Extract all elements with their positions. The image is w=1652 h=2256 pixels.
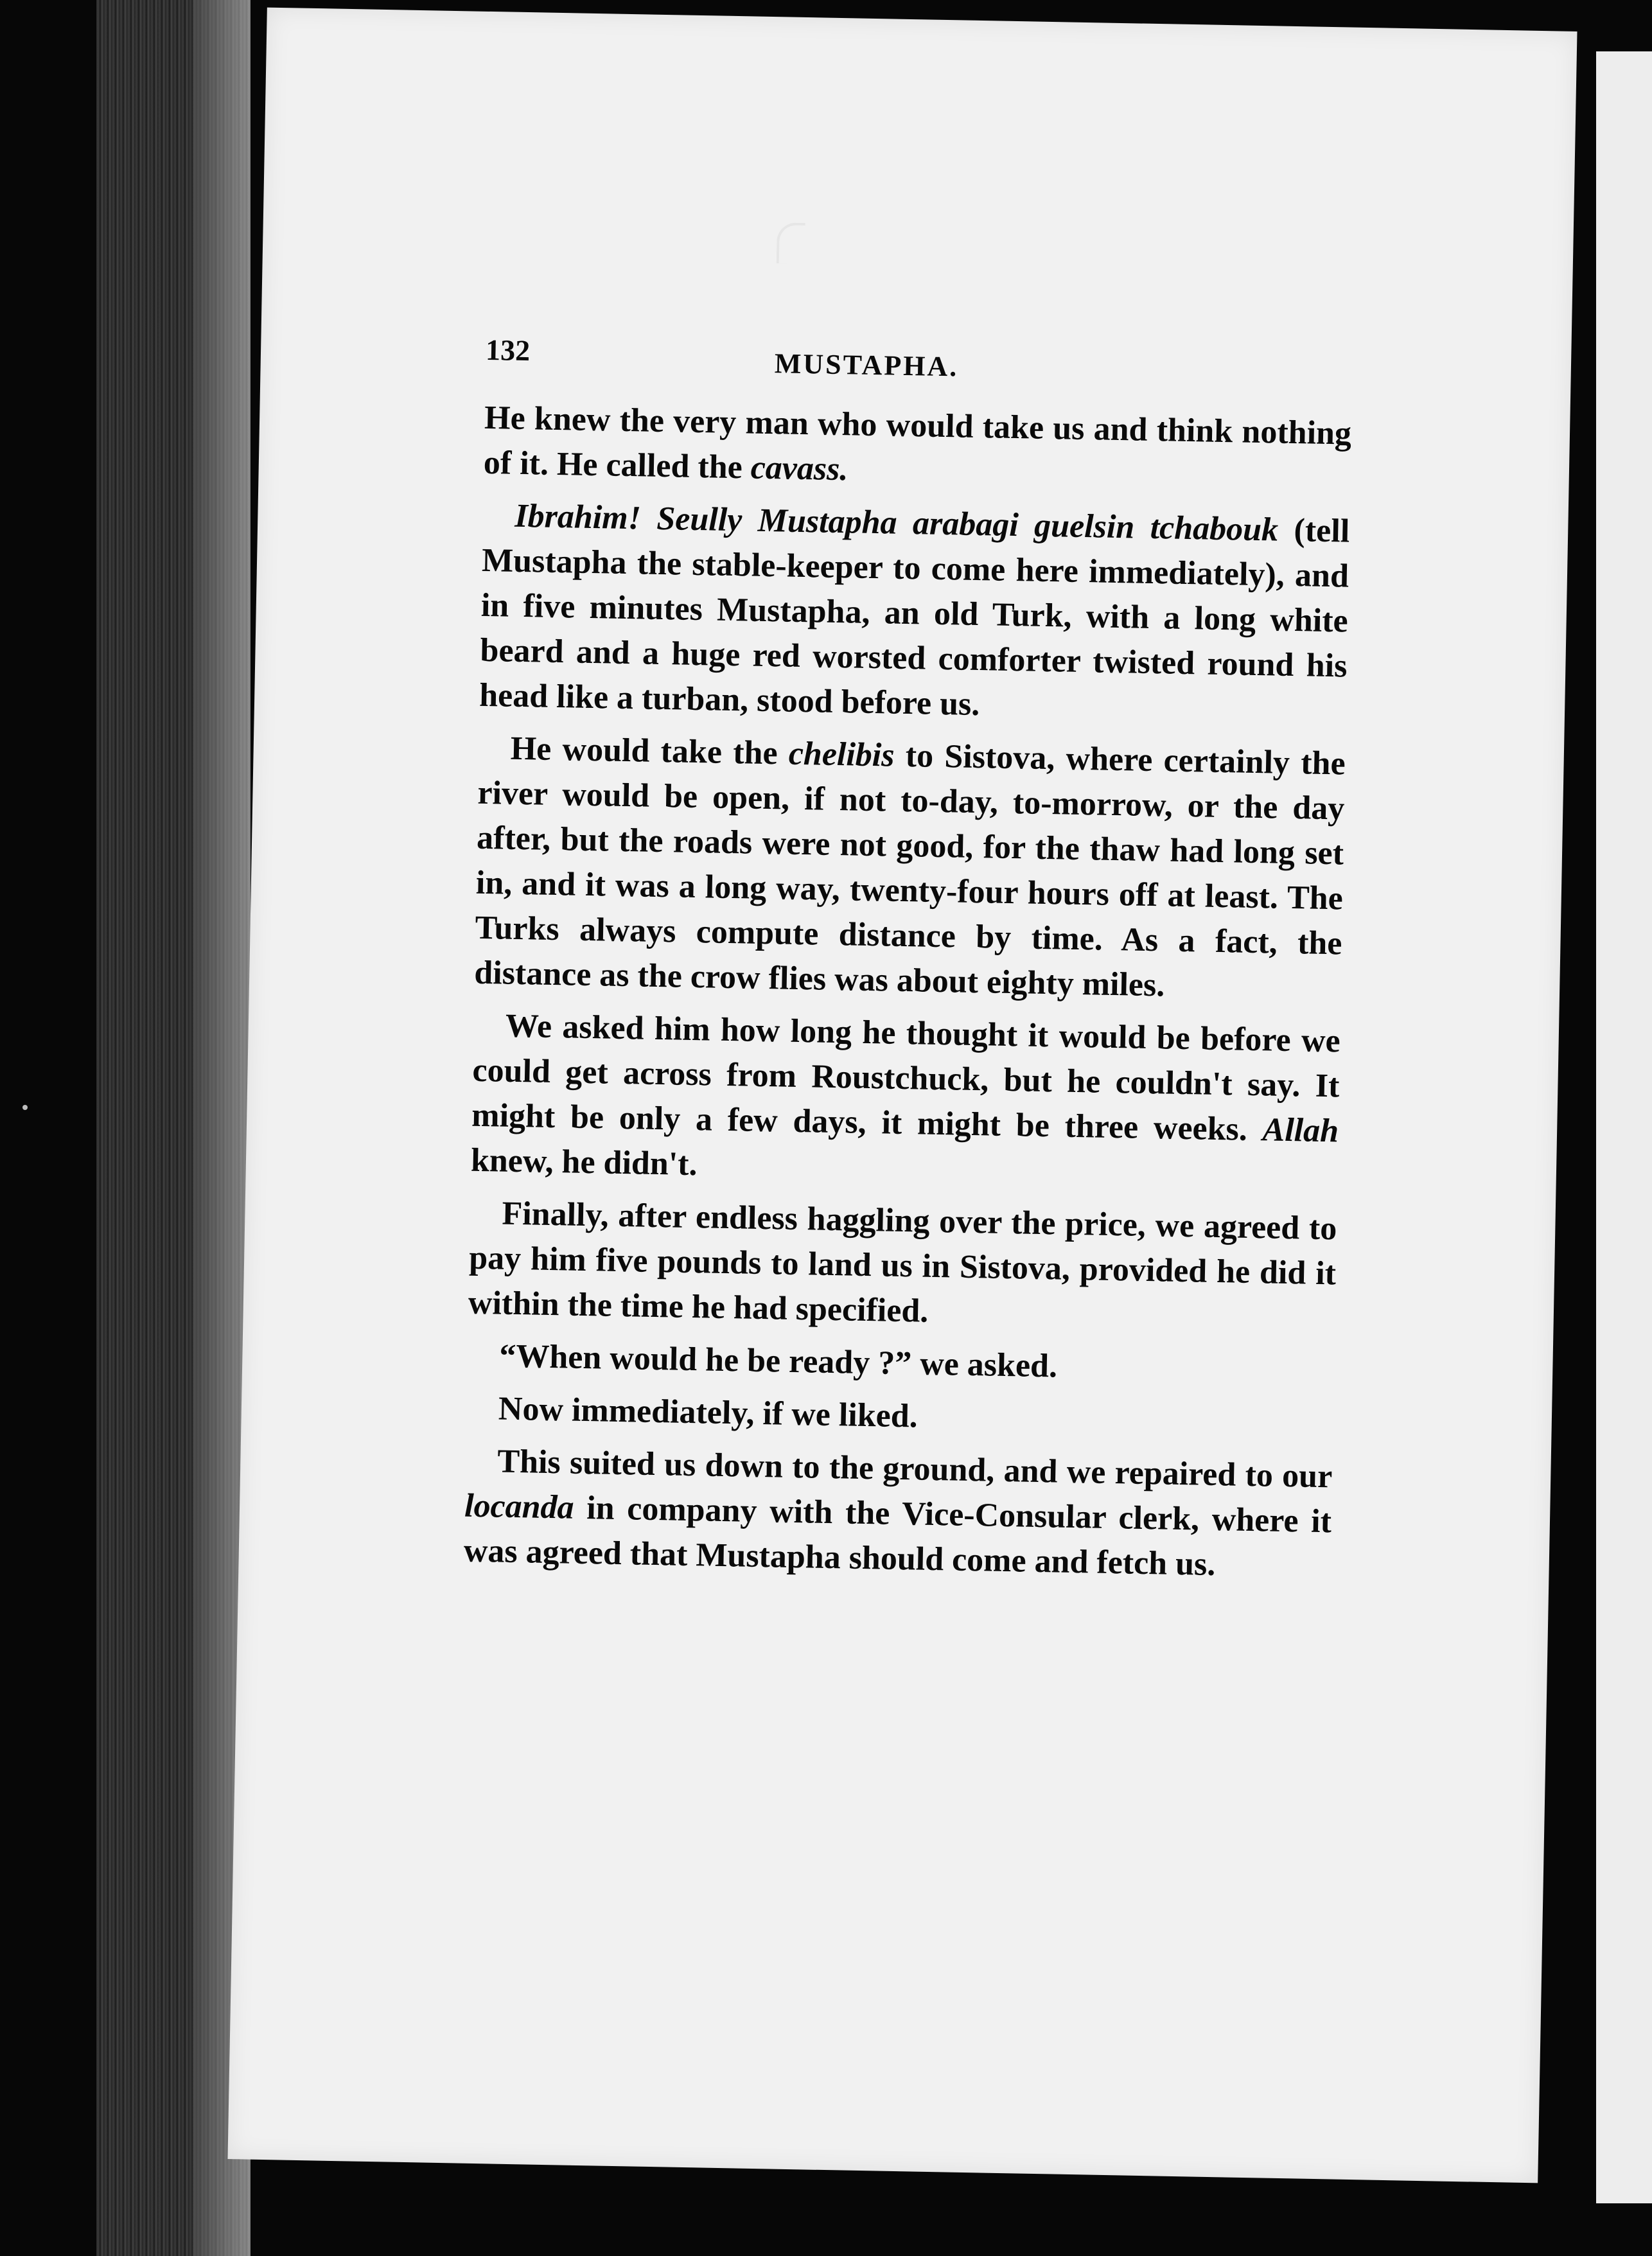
paragraph: [463, 1439, 1333, 1590]
running-title: MUSTAPHA.: [774, 348, 959, 383]
text-run: in company with the Vice-Consular clerk, where it was agreed that Mustapha should come and fetch us.: [463, 1489, 1332, 1583]
paragraph: [474, 726, 1346, 1012]
text-run: He would take the: [510, 730, 789, 772]
running-head: [485, 333, 1353, 400]
text-run: We asked him how long he thought it would be before we could get across from Roustchuck, but he couldn't say. It might be only a few days, it might be three weeks.: [471, 1007, 1341, 1149]
paragraph: [479, 493, 1350, 734]
paragraph: [470, 1003, 1340, 1199]
text-run: knew, he didn't.: [470, 1141, 698, 1183]
paragraph: [467, 1334, 1335, 1395]
text-run: Finally, after endless haggling over the price, we agreed to pay him five pounds to land us in Sistova, provided he did it within the time he had specified.: [468, 1195, 1337, 1330]
scan-speck: [22, 1105, 28, 1110]
text-block: [463, 333, 1353, 1597]
text-run: This suited us down to the ground, and we repaired to our: [496, 1443, 1333, 1495]
next-page-edge: [1596, 51, 1652, 2203]
page-number: 132: [485, 333, 531, 367]
text-run: to Sistova, where certainly the river would be open, if not to-day, to-morrow, or the day after, but the roads were not good, for the thaw had long set in, and it was a long way, twenty-four hours off at least. The Turks always compute distance by time. As a fact, the distance as the crow flies was about eighty miles.: [473, 737, 1346, 1004]
italic-text: chelibis: [788, 735, 895, 774]
text-run: “When would he be ready ?” we asked.: [498, 1337, 1058, 1385]
italic-text: Allah: [1262, 1111, 1339, 1150]
paragraph: [483, 396, 1351, 502]
book-page: [227, 8, 1577, 2183]
italic-text: cavass.: [750, 449, 848, 488]
italic-text: locanda: [464, 1487, 575, 1526]
page-smudge: [777, 222, 805, 264]
text-run: He knew the very man who would take us and think nothing of it. He called the: [483, 399, 1352, 486]
paragraph: [468, 1191, 1337, 1342]
text-run: Now immediately, if we liked.: [498, 1390, 918, 1435]
paragraph: [466, 1386, 1333, 1447]
italic-text: Ibrahim! Seully Mustapha arabagi guelsin tchabouk: [514, 497, 1279, 549]
body-text: [463, 396, 1351, 1589]
text-run: (tell Mustapha the stable-keeper to come here immediately), and in five minutes Mustapha, an old Turk, with a long white beard and a huge red worsted comforter twisted round his head like a turban, stood before us.: [479, 511, 1350, 723]
